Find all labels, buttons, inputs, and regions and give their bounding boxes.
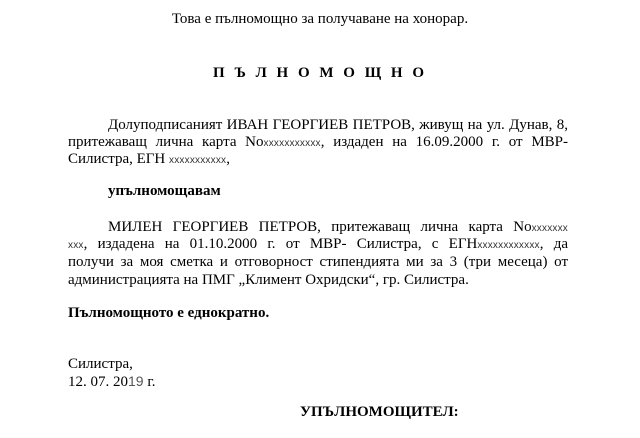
para2-line2-text-a: , издадена на 01.10.2000 г. от МВР- Силистра, с ЕГН <box>83 236 478 252</box>
document-title: П Ъ Л Н О М О Щ Н О <box>212 65 428 81</box>
para2-line4 <box>68 271 568 289</box>
date <box>68 372 156 391</box>
para2-line2 <box>68 235 568 255</box>
date-text-b: г. <box>143 374 156 390</box>
para2-line4-text: администрацията на ПМГ „Климент Охридски“, гр. Силистра. <box>68 272 469 288</box>
egn-mask-2: xxxxxxxxxxxx <box>477 240 540 251</box>
para2-line3-text: получи за моя сметка и отговорност стипендията ми за 3 (три месеца) от <box>68 254 568 270</box>
para2-line2-text-b: , да <box>539 236 568 252</box>
para1-line3-text-a: Силистра, ЕГН <box>68 151 166 167</box>
one-time-note: Пълномощното е еднократно. <box>68 305 270 321</box>
signer-label: УПЪЛНОМОЩИТЕЛ: <box>300 404 459 420</box>
id-card-mask-3: xxx <box>68 240 84 251</box>
authorize-word: упълномощавам <box>108 183 221 199</box>
para1-line2-text-b: , издаден на 16.09.2000 г. от МВР- <box>320 134 568 150</box>
para1-line3-text-b: , <box>226 151 230 167</box>
para1-line1 <box>108 116 568 134</box>
para1-line3 <box>68 150 568 170</box>
place: Силистра, <box>68 356 133 372</box>
para1-line2-text-a: притежаващ лична карта No <box>68 134 264 150</box>
egn-mask: xxxxxxxxxxx <box>169 155 227 166</box>
id-card-mask: xxxxxxxxxxx <box>263 138 321 149</box>
id-card-mask-2: xxxxxxx <box>531 223 568 234</box>
para2-line1-text: МИЛЕН ГЕОРГИЕВ ПЕТРОВ, притежаващ лична карта No <box>108 219 532 235</box>
intro-line: Това е пълномощно за получаване на хонорар. <box>171 11 469 27</box>
date-year-edit: 19 <box>128 373 144 389</box>
para1-line1-text: Долуподписаният ИВАН ГЕОРГИЕВ ПЕТРОВ, живущ на ул. Дунав, 8, <box>108 117 568 133</box>
date-text-a: 12. 07. 20 <box>68 374 128 390</box>
para2-line3 <box>68 253 568 271</box>
